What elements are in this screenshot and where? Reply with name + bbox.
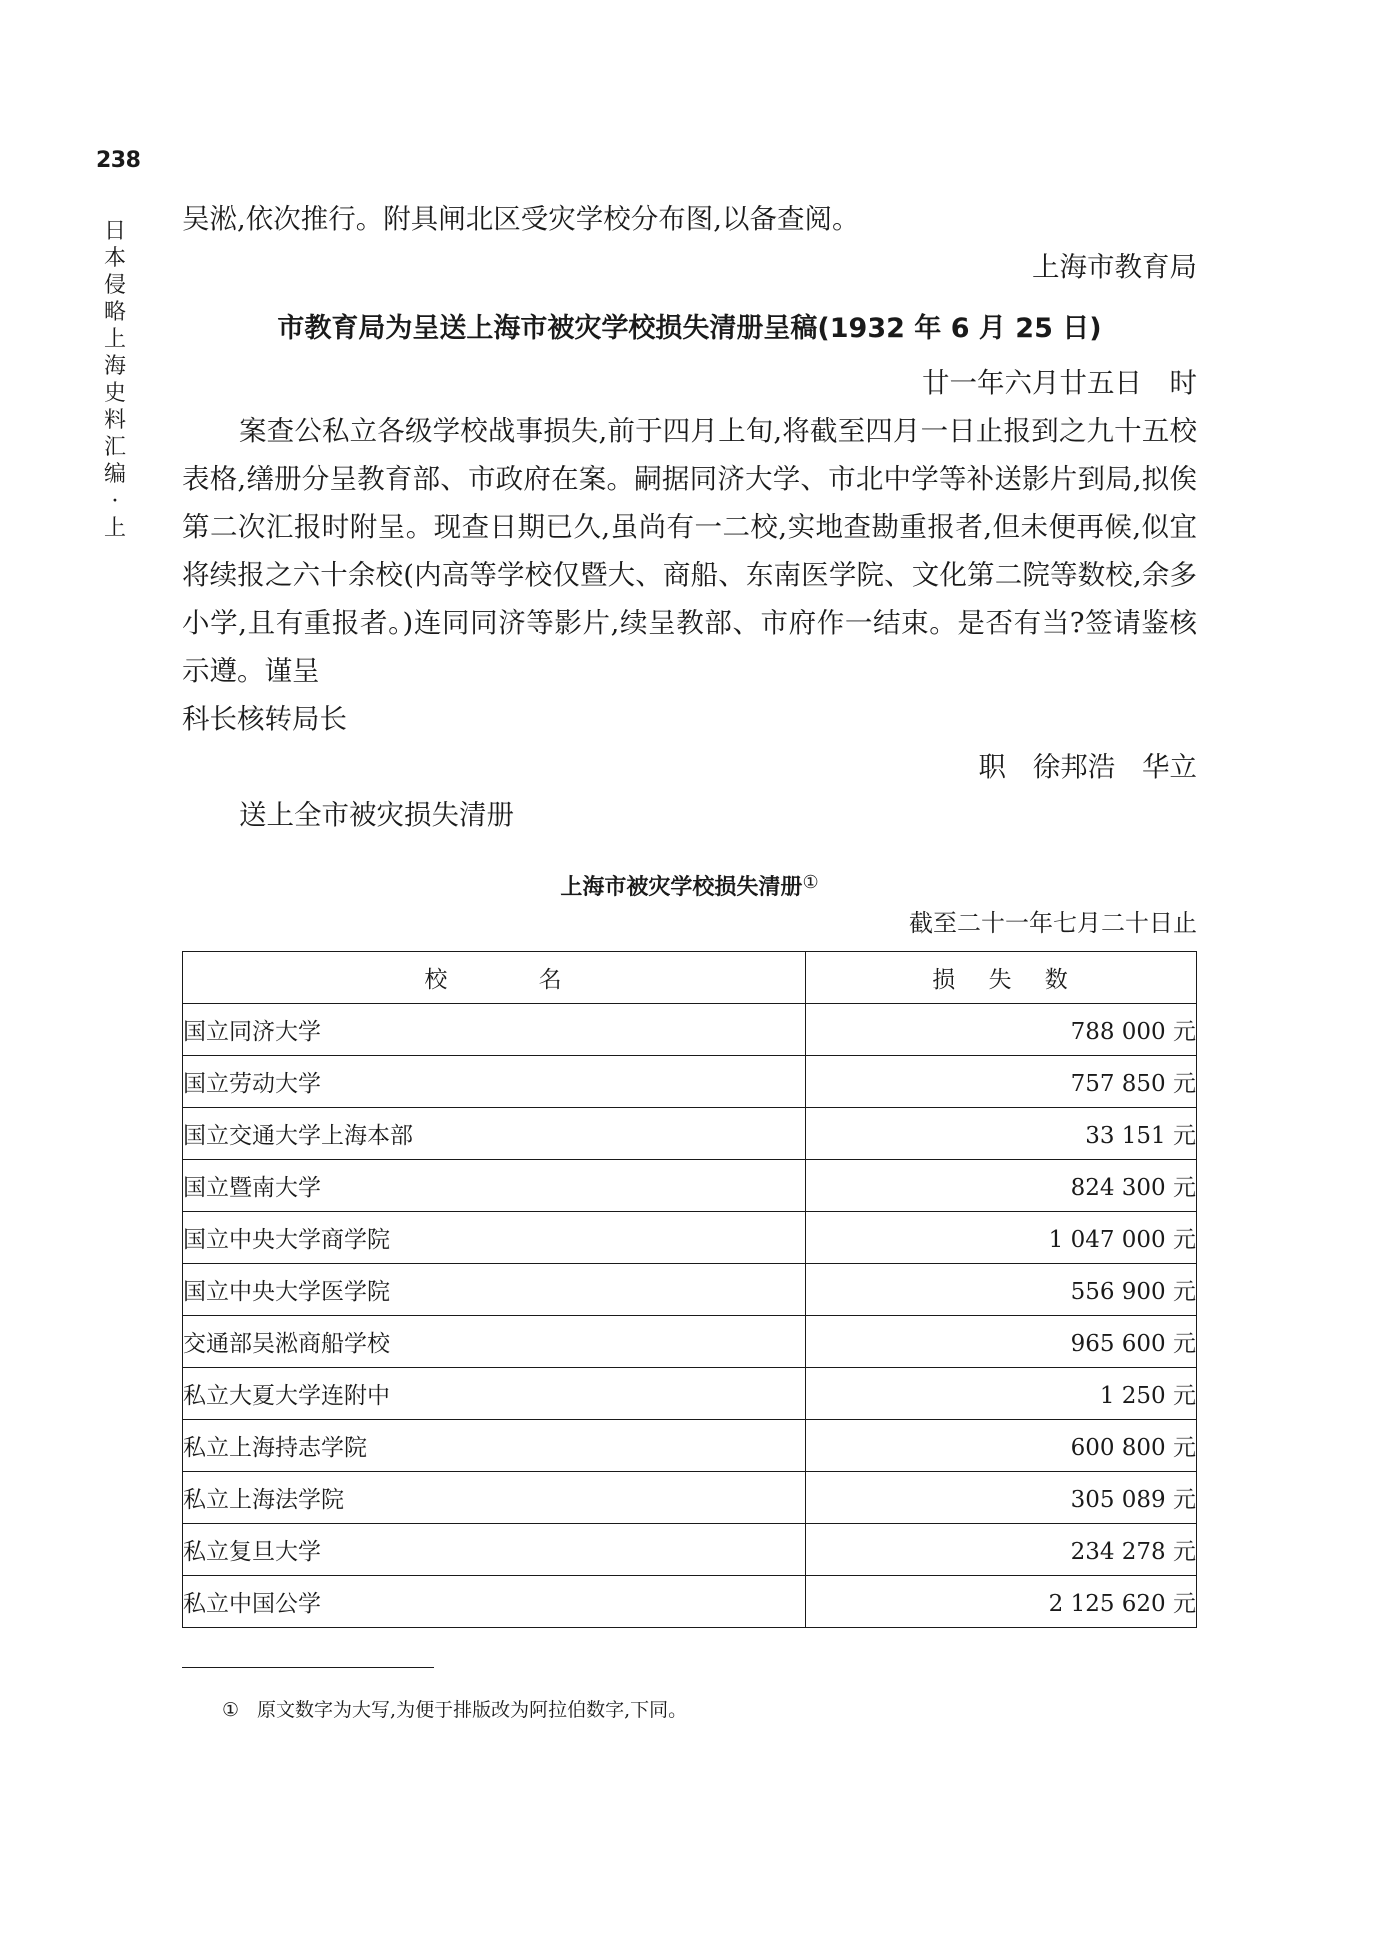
table-header-row: [183, 952, 1197, 1004]
school-name-cell: 交通部吴淞商船学校: [183, 1316, 806, 1368]
footnote-mark: ①: [222, 1699, 240, 1721]
footnote: [222, 1695, 687, 1722]
footnote-text: 原文数字为大写,为便于排版改为阿拉伯数字,下同。: [257, 1699, 688, 1721]
table-title-text: 上海市被灾学校损失清册: [560, 875, 803, 900]
running-head: 日本侵略上海史料汇编·上: [103, 219, 126, 541]
school-name-cell: 国立中央大学商学院: [183, 1212, 806, 1264]
intro-line: 吴淞,依次推行。附具闸北区受灾学校分布图,以备查阅。: [182, 203, 860, 235]
loss-amount-cell: 965 600 元: [806, 1316, 1197, 1368]
table-row: [183, 1004, 1197, 1056]
table-title: [182, 865, 1197, 901]
loss-amount-cell: 1 047 000 元: [806, 1212, 1197, 1264]
school-name-cell: 私立复旦大学: [183, 1524, 806, 1576]
table-row: [183, 1212, 1197, 1264]
loss-amount-cell: 757 850 元: [806, 1056, 1197, 1108]
document-addressee: 科长核转局长: [182, 703, 347, 735]
column-header-name: 校 名: [183, 952, 806, 1004]
footnote-rule: [182, 1667, 434, 1668]
school-name-cell: 国立交通大学上海本部: [183, 1108, 806, 1160]
loss-amount-cell: 824 300 元: [806, 1160, 1197, 1212]
school-name-cell: 私立上海持志学院: [183, 1420, 806, 1472]
table-row: [183, 1056, 1197, 1108]
column-header-loss: 损 失 数: [806, 952, 1197, 1004]
table-row: [183, 1368, 1197, 1420]
school-name-cell: 国立劳动大学: [183, 1056, 806, 1108]
document-signature: 职 徐邦浩 华立: [978, 751, 1197, 783]
school-name-cell: 私立中国公学: [183, 1576, 806, 1628]
document-date: 廿一年六月廿五日 时: [922, 367, 1197, 399]
loss-amount-cell: 33 151 元: [806, 1108, 1197, 1160]
table-row: [183, 1576, 1197, 1628]
table-row: [183, 1108, 1197, 1160]
page-number: 238: [96, 148, 141, 173]
table-row: [183, 1472, 1197, 1524]
table-row: [183, 1160, 1197, 1212]
loss-amount-cell: 305 089 元: [806, 1472, 1197, 1524]
table-row: [183, 1264, 1197, 1316]
school-name-cell: 私立大夏大学连附中: [183, 1368, 806, 1420]
loss-amount-cell: 1 250 元: [806, 1368, 1197, 1420]
footnote-reference: ①: [802, 872, 819, 893]
document-attachment: 送上全市被灾损失清册: [239, 799, 514, 831]
loss-amount-cell: 788 000 元: [806, 1004, 1197, 1056]
loss-amount-cell: 600 800 元: [806, 1420, 1197, 1472]
school-name-cell: 国立暨南大学: [183, 1160, 806, 1212]
school-name-cell: 私立上海法学院: [183, 1472, 806, 1524]
loss-amount-cell: 234 278 元: [806, 1524, 1197, 1576]
table-date-note: 截至二十一年七月二十日止: [909, 909, 1197, 937]
loss-amount-cell: 556 900 元: [806, 1264, 1197, 1316]
table-row: [183, 1420, 1197, 1472]
document-body: 案查公私立各级学校战事损失,前于四月上旬,将截至四月一日止报到之九十五校表格,缮册分呈教育部、市政府在案。嗣据同济大学、市北中学等补送影片到局,拟俟第二次汇报时附呈。现查日期已久,虽尚有一二校,实地查勘重报者,但未便再候,似宜将续报之六十余校(内高等学校仅暨大、商船、东南医学院、文化第二院等数校,余多小学,且有重报者。)连同同济等影片,续呈教部、市府作一结束。是否有当?签请鉴核示遵。谨呈: [182, 415, 1197, 687]
table-row: [183, 1524, 1197, 1576]
loss-amount-cell: 2 125 620 元: [806, 1576, 1197, 1628]
table-row: [183, 1316, 1197, 1368]
intro-signoff: 上海市教育局: [1032, 251, 1197, 283]
page-content: [182, 195, 1197, 1628]
school-name-cell: 国立同济大学: [183, 1004, 806, 1056]
document-title: 市教育局为呈送上海市被灾学校损失清册呈稿(1932 年 6 月 25 日): [277, 313, 1102, 344]
loss-table: [182, 951, 1197, 1628]
school-name-cell: 国立中央大学医学院: [183, 1264, 806, 1316]
